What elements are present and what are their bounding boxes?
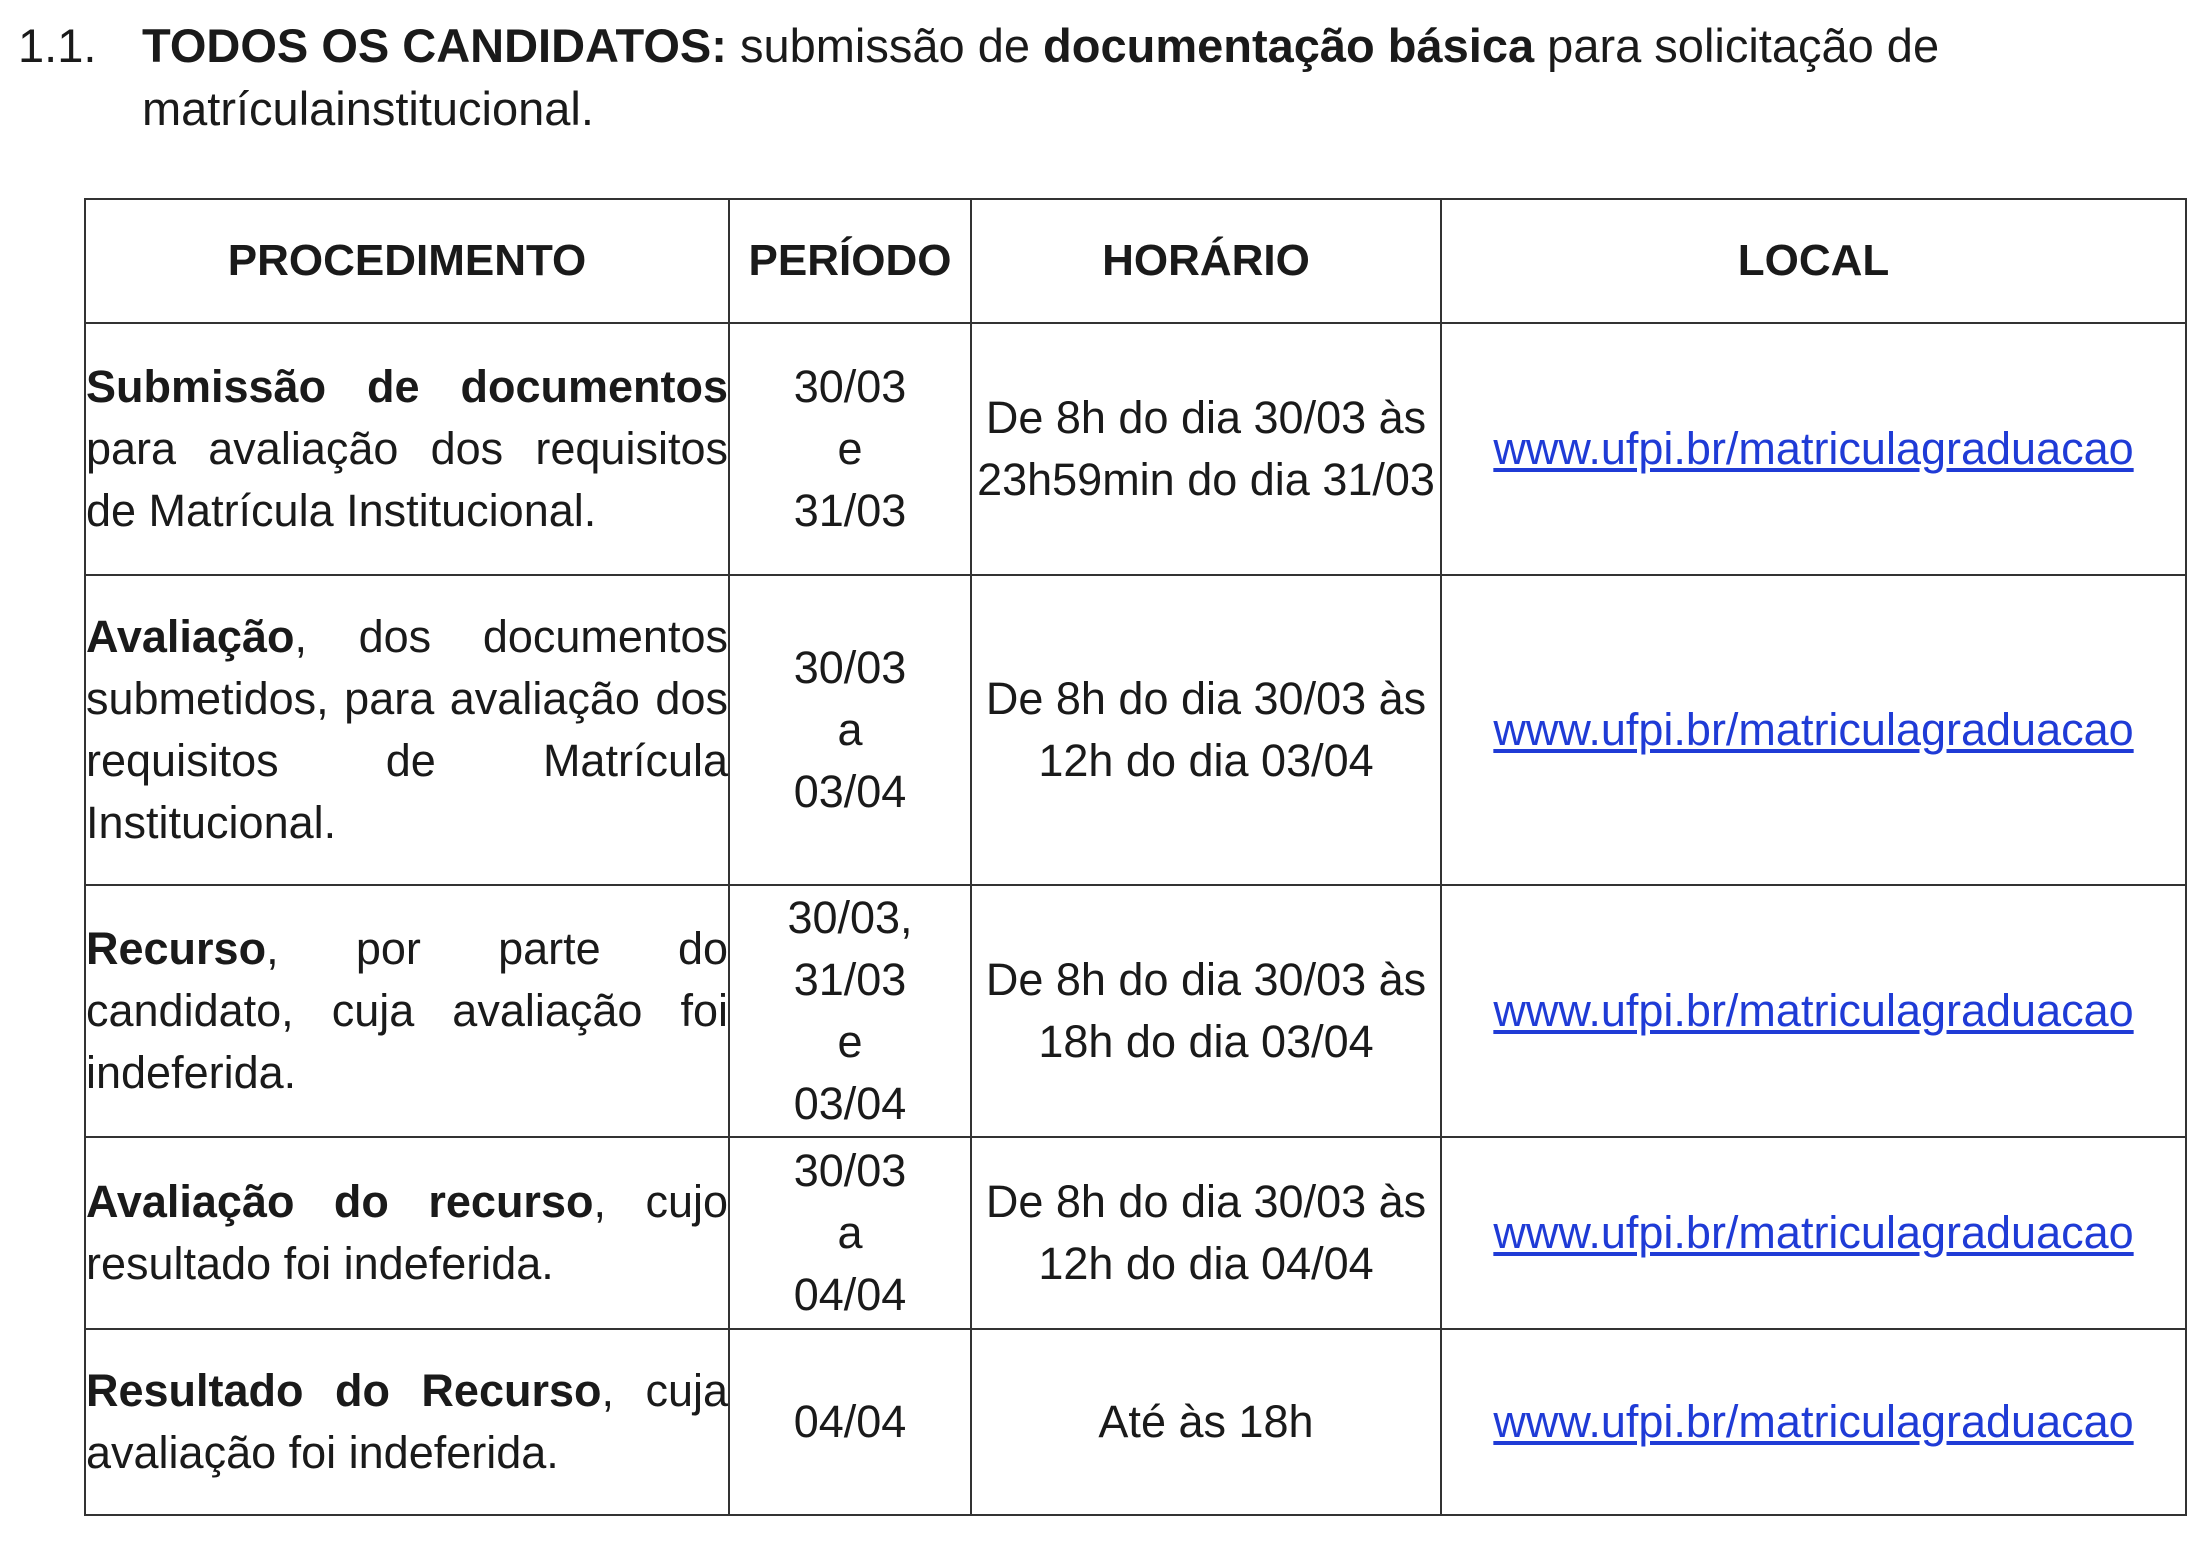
period-cell <box>729 575 971 885</box>
procedure-text: para avaliação dos requisitos de Matrícula Institucional. <box>86 423 728 536</box>
hour-cell: De 8h do dia 30/03 às 12h do dia 03/04 <box>971 575 1441 885</box>
header-horario: HORÁRIO <box>971 199 1441 323</box>
hour-cell: De 8h do dia 30/03 às 12h do dia 04/04 <box>971 1137 1441 1329</box>
period-line: 31/03 <box>793 954 907 1005</box>
local-cell <box>1441 1137 2186 1329</box>
period-line: 30/03 <box>793 361 907 412</box>
procedure-cell <box>85 575 729 885</box>
local-link[interactable]: www.ufpi.br/matriculagraduacao <box>1493 1396 2134 1447</box>
procedure-title: Recurso <box>86 923 267 974</box>
period-line: 04/04 <box>793 1396 907 1447</box>
local-link[interactable]: www.ufpi.br/matriculagraduacao <box>1493 1207 2134 1258</box>
procedure-text: , cuja avaliação foi indeferida. <box>86 1365 728 1478</box>
section-number: 1.1. <box>18 19 97 72</box>
section-text-1: submissão de <box>726 19 1044 72</box>
table-row <box>85 1137 2186 1329</box>
procedure-text: , por parte do candidato, cuja avaliação foi indeferida. <box>86 923 728 1098</box>
period-line: 03/04 <box>793 766 907 817</box>
schedule-table <box>84 198 2187 1516</box>
procedure-text: , dos documentos submetidos, para avaliação dos requisitos de Matrícula Institucional. <box>86 611 728 848</box>
period-line: 30/03, <box>787 892 913 943</box>
period-line: 31/03 <box>793 485 907 536</box>
header-local: LOCAL <box>1441 199 2186 323</box>
procedure-text: , cujo resultado foi indeferida. <box>86 1176 728 1289</box>
procedure-title: Avaliação do recurso <box>86 1176 594 1227</box>
period-line: a <box>837 704 863 755</box>
period-line: 30/03 <box>793 642 907 693</box>
local-cell <box>1441 575 2186 885</box>
table-row <box>85 885 2186 1137</box>
table-row <box>85 1329 2186 1515</box>
period-line: a <box>837 1207 863 1258</box>
procedure-cell <box>85 885 729 1137</box>
hour-cell: Até às 18h <box>971 1329 1441 1515</box>
section-bold-2: documentação básica <box>1043 19 1535 72</box>
section-text-2: para solicitação de matrículainstitucional. <box>142 19 1940 135</box>
local-cell <box>1441 1329 2186 1515</box>
header-procedimento: PROCEDIMENTO <box>85 199 729 323</box>
local-cell <box>1441 323 2186 575</box>
hour-cell: De 8h do dia 30/03 às 18h do dia 03/04 <box>971 885 1441 1137</box>
local-link[interactable]: www.ufpi.br/matriculagraduacao <box>1493 704 2134 755</box>
procedure-cell <box>85 323 729 575</box>
local-link[interactable]: www.ufpi.br/matriculagraduacao <box>1493 985 2134 1036</box>
period-line: 04/04 <box>793 1269 907 1320</box>
period-cell <box>729 1137 971 1329</box>
table-header-row <box>85 199 2186 323</box>
period-line: 03/04 <box>793 1078 907 1129</box>
period-line: 30/03 <box>793 1145 907 1196</box>
section-lead: TODOS OS CANDIDATOS: <box>142 19 727 72</box>
local-cell <box>1441 885 2186 1137</box>
period-line: e <box>837 1016 863 1067</box>
section-intro <box>142 14 2168 140</box>
procedure-cell <box>85 1329 729 1515</box>
period-cell <box>729 1329 971 1515</box>
procedure-title: Resultado do Recurso <box>86 1365 602 1416</box>
period-line: e <box>837 423 863 474</box>
header-periodo: PERÍODO <box>729 199 971 323</box>
section-heading <box>18 14 2168 140</box>
hour-cell: De 8h do dia 30/03 às 23h59min do dia 31/03 <box>971 323 1441 575</box>
table-row <box>85 323 2186 575</box>
period-cell <box>729 323 971 575</box>
table-row <box>85 575 2186 885</box>
procedure-title: Submissão de documentos <box>86 361 728 412</box>
period-cell <box>729 885 971 1137</box>
local-link[interactable]: www.ufpi.br/matriculagraduacao <box>1493 423 2134 474</box>
procedure-title: Avaliação <box>86 611 295 662</box>
procedure-cell <box>85 1137 729 1329</box>
